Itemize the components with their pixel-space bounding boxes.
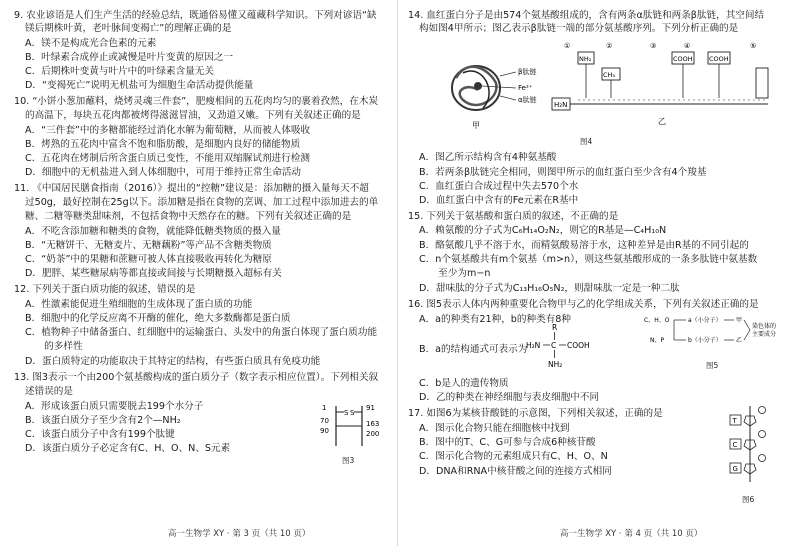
q16-option-c: C．b是人的遗传物质 (419, 378, 509, 389)
fig6-base-t: T (732, 417, 737, 425)
fig6-base-c: C (732, 441, 738, 449)
q10-stem-2: 的高温下，每块五花肉都被烤得滋滋冒油，又劲道又嫩。下列有关叙述正确的是 (25, 110, 361, 121)
q11-stem-2: 过50g，最好控制在25g以下。添加糖是指在食物的烹调、加工过程中添加进去的单 (25, 197, 379, 208)
fig5-label-chromosome-2: 主要成分 (752, 331, 777, 338)
q16-option-a: A．a的种类有21种，b的种类有8种 (419, 314, 571, 325)
fig4-circled-4: ④ (684, 42, 691, 50)
fig4-label-yi: 乙 (658, 117, 666, 126)
fig5-label-a: a（小分子） (688, 317, 722, 324)
fig5-label-jia: 甲 (736, 317, 743, 324)
figure-4-diagram (438, 38, 778, 146)
figure-4-caption: 图4 (580, 137, 593, 146)
fig4-group-cooh-1: COOH (673, 55, 693, 63)
fig5-label-chromosome-1: 染色体的 (752, 323, 777, 330)
fig4-circled-1: ① (564, 42, 571, 50)
q14-option-c: C．血红蛋白合成过程中失去570个水 (419, 181, 579, 192)
q14-stem-2: 构如图4甲所示；图乙表示β肽链一端的部分氨基酸序列。下列分析正确的是 (419, 23, 739, 34)
fig4-peptide-yi (552, 42, 768, 110)
q13-stem-2: 述错误的是 (25, 386, 73, 397)
fig4-label-jia: 甲 (472, 121, 480, 130)
fig5-label-b: b（小分子） (688, 337, 722, 344)
column-divider (397, 0, 398, 546)
q12-option-b: B．细胞中的化学反应离不开酶的催化，绝大多数酶都是蛋白质 (25, 313, 291, 324)
q11-option-c: C．“奶茶”中的果糖和蔗糖可被人体直接吸收再转化为糖原 (25, 254, 272, 265)
fig4-circled-2: ② (606, 42, 613, 50)
fig3-label-70: 70 (320, 417, 329, 425)
fig4-group-nh2: NH₂ (579, 55, 592, 63)
formula-nh2: NH₂ (548, 360, 563, 369)
fig4-group-ch3: CH₃ (603, 71, 616, 79)
formula-h2n: H₂N (526, 341, 541, 350)
q17-stem: 17. 如图6为某核苷酸链的示意图，下列相关叙述，正确的是 (408, 408, 663, 419)
q15-option-c: C．n个氨基酸共有m个氨基（m>n），则这些氨基酸形成的一条多肽链中氨基数 (419, 254, 758, 265)
figure-5-diagram (644, 310, 782, 358)
q15-option-c-cont: 至少为m−n (419, 268, 491, 279)
q10-option-c: C．五花肉在烤制后所含蛋白质已变性，不能用双缩脲试剂进行检测 (25, 153, 310, 164)
q15-stem: 15. 下列关于氨基酸和蛋白质的叙述，不正确的是 (408, 211, 619, 222)
footer-page-3: 高一生物学 XY · 第 3 页（共 10 页） (168, 529, 311, 539)
q10-stem-1: 10. “小饼小葱加蘸料，烧烤灵魂三件套”，肥瘦相间的五花肉均匀的裹着孜然，在木炭 (14, 96, 379, 107)
q9-option-a: A．镁不是构成光合色素的元素 (25, 38, 157, 49)
amino-acid-formula (526, 322, 606, 374)
fig6-base-g: G (732, 465, 738, 473)
fig4-label-heme: Fe²⁺ (518, 84, 533, 92)
q10-option-d: D．细胞中的无机盐进入到人体细胞中，可用于维持正常生命活动 (25, 167, 302, 178)
q11-stem-3: 糖、二糖等糖类甜味剂，不包括食物中天然存在的糖。下列有关叙述正确的是 (25, 211, 352, 222)
fig3-label-s2: S (350, 409, 355, 417)
fig4-hemoglobin-jia (452, 66, 500, 110)
figure-6-caption: 图6 (742, 495, 755, 504)
q13-option-d: D．该蛋白质分子必定含有C、H、O、N、S元素 (25, 443, 231, 454)
q10-option-a: A．“三件套”中的多糖都能经过消化水解为葡萄糖，从而被人体吸收 (25, 125, 311, 136)
q13-option-c: C．该蛋白质分子中含有199个肽键 (25, 429, 175, 440)
q9-stem-1: 9. 农业谚语是人们生产生活的经验总结，既通俗易懂又蕴藏科学知识。下列对谚语“缺 (14, 10, 377, 21)
fig6-nucleotide-t (730, 407, 766, 427)
figure-3-caption: 图3 (342, 456, 355, 465)
fig4-h2n: H₂N (554, 101, 568, 109)
formula-r: R (552, 323, 558, 332)
fig6-nucleotide-g (730, 455, 766, 475)
fig5-label-yi: 乙 (736, 337, 743, 344)
figure-3-diagram (314, 402, 384, 450)
q14-stem-1: 14. 血红蛋白分子是由574个氨基酸组成的，含有两条α肽链和两条β肽链，其空间结 (408, 10, 765, 21)
q12-option-c-cont: 的多样性 (25, 341, 83, 352)
formula-c: C (551, 341, 557, 350)
q9-option-d: D．“变褐死亡”说明无机盐可为细胞生命活动提供能量 (25, 80, 254, 91)
fig4-circled-5: ⑤ (750, 42, 757, 50)
formula-cooh: COOH (567, 341, 590, 350)
q11-stem-1: 11. 《中国居民膳食指南（2016）》提出的“控糖”建议是：添加糖的摄入量每天不超 (14, 183, 369, 194)
q17-option-c: C．图示化合物的元素组成只有C、H、O、N (419, 451, 608, 462)
q16-option-d: D．乙的种类在神经细胞与表皮细胞中不同 (419, 392, 600, 403)
q15-option-d: D．甜味肽的分子式为C₁₃H₁₆O₅N₂，则甜味肽一定是一种二肽 (419, 283, 680, 294)
q11-option-b: B．“无糖饼干、无糖麦片、无糖藕粉”等产品不含糖类物质 (25, 240, 272, 251)
q16-option-b: B．a的结构通式可表示为 (419, 344, 528, 355)
fig4-circled-3: ③ (650, 42, 657, 50)
fig3-label-s1: S (344, 409, 349, 417)
q15-option-b: B．酪氨酸几乎不溶于水，而精氨酸易溶于水，这种差异是由R基的不同引起的 (419, 240, 749, 251)
q14-option-b: B．若两条β肽链完全相同，则图甲所示的血红蛋白至少含有4个羧基 (419, 167, 707, 178)
q13-option-b: B．该蛋白质分子至少含有2个—NH₂ (25, 415, 181, 426)
q9-option-c: C．后期株叶变黄与叶片中的叶绿素含量无关 (25, 66, 214, 77)
q9-option-b: B．叶绿素合成停止或减慢是叶片变黄的原因之一 (25, 52, 234, 63)
fig4-label-alpha: α肽链 (518, 96, 537, 104)
fig6-nucleotide-c (730, 431, 766, 451)
fig3-label-1: 1 (322, 404, 327, 412)
figure-5-caption: 图5 (706, 361, 719, 370)
fig3-label-91: 91 (366, 404, 375, 412)
figure-6-diagram (726, 402, 774, 490)
q17-option-d: D．DNA和RNA中核苷酸之间的连接方式相同 (419, 466, 612, 477)
q14-option-d: D．血红蛋白中含有的Fe元素在R基中 (419, 195, 579, 206)
fig3-label-90: 90 (320, 427, 329, 435)
fig4-label-beta: β肽链 (518, 68, 537, 76)
q14-option-a: A．图乙所示结构含有4种氨基酸 (419, 152, 557, 163)
q10-option-b: B．烤熟的五花肉中富含不饱和脂肪酸，是细胞内良好的储能物质 (25, 139, 301, 150)
q12-stem: 12. 下列关于蛋白质功能的叙述，错误的是 (14, 284, 196, 295)
fig3-label-200: 200 (366, 430, 380, 438)
q11-option-a: A．不吃含添加糖和糖类的食物，就能降低糖类物质的摄入量 (25, 226, 281, 237)
q15-option-a: A．赖氨酸的分子式为C₆H₁₄O₂N₂，则它的R基是—C₄H₁₀N (419, 225, 667, 236)
fig5-label-np: N、P (650, 337, 665, 344)
q9-stem-2: 镁后期株叶黄，老叶脉间变褐亡”的理解正确的是 (25, 23, 232, 34)
q12-option-c: C．植物种子中储备蛋白、红细胞中的运输蛋白、头发中的角蛋白体现了蛋白质功能 (25, 327, 378, 338)
fig5-label-cho: C、H、O (644, 317, 670, 324)
fig4-group-cooh-2: COOH (709, 55, 729, 63)
q17-option-a: A．图示化合物只能在细胞核中找到 (419, 423, 570, 434)
q16-stem: 16. 图5表示人体内两种重要化合物甲与乙的化学组成关系，下列有关叙述正确的是 (408, 299, 759, 310)
q12-option-a: A．性激素能促进生殖细胞的生成体现了蛋白质的功能 (25, 299, 253, 310)
footer-page-4: 高一生物学 XY · 第 4 页（共 10 页） (560, 529, 703, 539)
q17-option-b: B．图中的T、C、G可参与合成6种核苷酸 (419, 437, 596, 448)
q13-option-a: A．形成该蛋白质只需要脱去199个水分子 (25, 401, 204, 412)
q11-option-d: D．肥胖、某些糖尿病等都直接或间接与长期糖摄入超标有关 (25, 268, 282, 279)
fig3-label-163: 163 (366, 420, 380, 428)
q12-option-d: D．蛋白质特定的功能取决于其特定的结构，有些蛋白质具有免疫功能 (25, 356, 321, 367)
q13-stem-1: 13. 图3表示一个由200个氨基酸构成的蛋白质分子（数字表示相应位置）。下列相关叙 (14, 372, 379, 383)
